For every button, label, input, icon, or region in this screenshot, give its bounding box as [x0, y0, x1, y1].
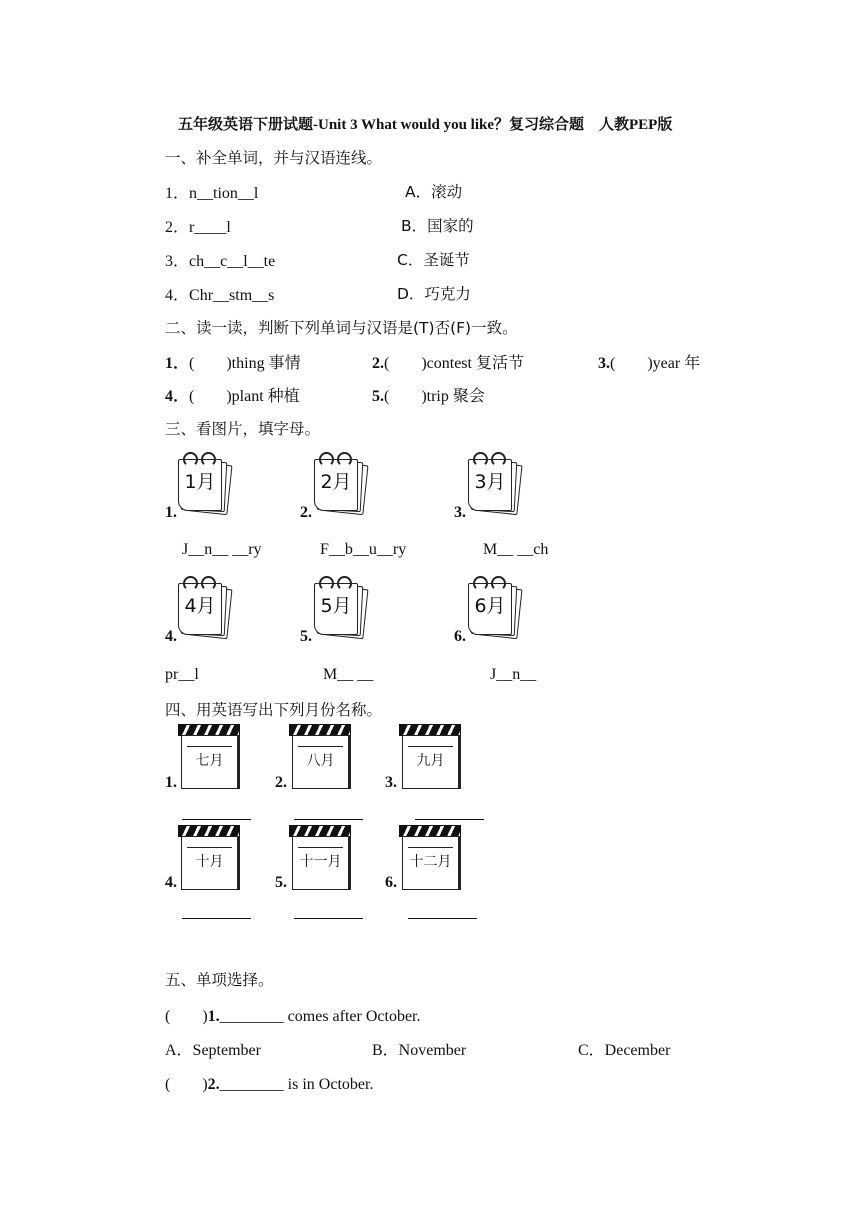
s2-item-1: 1．( )thing 事情	[165, 355, 301, 372]
section-2-heading: 二、读一读，判断下列单词与汉语是(T)否(F)一致。	[165, 319, 518, 337]
s3-word-4: pr__l	[165, 666, 199, 683]
s2-item-2: 2.( )contest 复活节	[372, 355, 524, 372]
s2-item-4: 4．( )plant 种植	[165, 388, 300, 405]
answer-blank[interactable]	[415, 818, 484, 820]
s1-item-4: 4．Chr__stm__s	[165, 287, 275, 304]
s1-option-a: A．滚动	[405, 183, 463, 201]
calendar-month-label: 6月	[474, 595, 506, 617]
answer-blank[interactable]	[294, 917, 363, 919]
section-5-heading: 五、单项选择。	[165, 971, 274, 989]
clapperboard-icon	[178, 724, 240, 790]
s3-num-5: 5.	[300, 628, 312, 645]
calendar-month-label: 1月	[184, 471, 216, 493]
q1-option-c: C．December	[578, 1042, 671, 1059]
answer-blank[interactable]	[294, 818, 363, 820]
answer-blank[interactable]	[182, 917, 251, 919]
s3-num-2: 2.	[300, 504, 312, 521]
calendar-icon	[310, 450, 370, 516]
page-title: 五年级英语下册试题-Unit 3 What would you like？复习综合题 人教PEP版	[178, 117, 673, 133]
s4-num-1: 1.	[165, 774, 177, 791]
s3-num-6: 6.	[454, 628, 466, 645]
s3-num-3: 3.	[454, 504, 466, 521]
s4-num-6: 6.	[385, 874, 397, 891]
clapper-month-label: 七月	[195, 753, 224, 769]
calendar-icon	[310, 574, 370, 640]
question-1: ( )1.________ comes after October.	[165, 1008, 421, 1025]
clapperboard-icon	[178, 825, 240, 891]
s4-num-3: 3.	[385, 774, 397, 791]
clapper-month-label: 九月	[416, 753, 445, 769]
calendar-month-label: 4月	[184, 595, 216, 617]
s3-word-3: M__ __ch	[483, 541, 549, 558]
q1-option-a: A．September	[165, 1042, 261, 1059]
s3-num-4: 4.	[165, 628, 177, 645]
s1-option-d: D．巧克力	[397, 285, 471, 303]
section-1-heading: 一、补全单词，并与汉语连线。	[165, 149, 383, 167]
clapper-month-label: 十一月	[299, 854, 342, 870]
clapperboard-icon	[289, 825, 351, 891]
s3-num-1: 1.	[165, 504, 177, 521]
q1-option-b: B．November	[372, 1042, 467, 1059]
section-4-heading: 四、用英语写出下列月份名称。	[165, 701, 383, 719]
s1-item-3: 3．ch__c__l__te	[165, 253, 276, 270]
calendar-month-label: 5月	[320, 595, 352, 617]
s1-option-b: B．国家的	[401, 217, 474, 235]
clapperboard-icon	[399, 825, 461, 891]
clapperboard-icon	[399, 724, 461, 790]
clapperboard-icon	[289, 724, 351, 790]
clapper-month-label: 十二月	[409, 854, 452, 870]
question-2: ( )2.________ is in October.	[165, 1076, 374, 1093]
s1-item-1: 1．n__tion__l	[165, 185, 259, 202]
calendar-month-label: 2月	[320, 471, 352, 493]
s4-num-2: 2.	[275, 774, 287, 791]
calendar-icon	[464, 450, 524, 516]
s2-item-3: 3.( )year 年	[598, 355, 701, 372]
calendar-icon	[464, 574, 524, 640]
s1-item-2: 2．r____l	[165, 219, 231, 236]
s3-word-2: F__b__u__ry	[320, 541, 407, 558]
s3-word-5: M__ __	[323, 666, 374, 683]
calendar-icon	[174, 450, 234, 516]
answer-blank[interactable]	[182, 818, 251, 820]
calendar-month-label: 3月	[474, 471, 506, 493]
s2-item-5: 5.( )trip 聚会	[372, 388, 485, 405]
calendar-icon	[174, 574, 234, 640]
clapper-month-label: 八月	[306, 753, 335, 769]
s4-num-4: 4.	[165, 874, 177, 891]
s3-word-1: J__n__ __ry	[182, 541, 262, 558]
answer-blank[interactable]	[408, 917, 477, 919]
s1-option-c: C．圣诞节	[397, 251, 470, 269]
clapper-month-label: 十月	[195, 854, 224, 870]
s3-word-6: J__n__	[490, 666, 537, 683]
section-3-heading: 三、看图片，填字母。	[165, 420, 321, 438]
s4-num-5: 5.	[275, 874, 287, 891]
